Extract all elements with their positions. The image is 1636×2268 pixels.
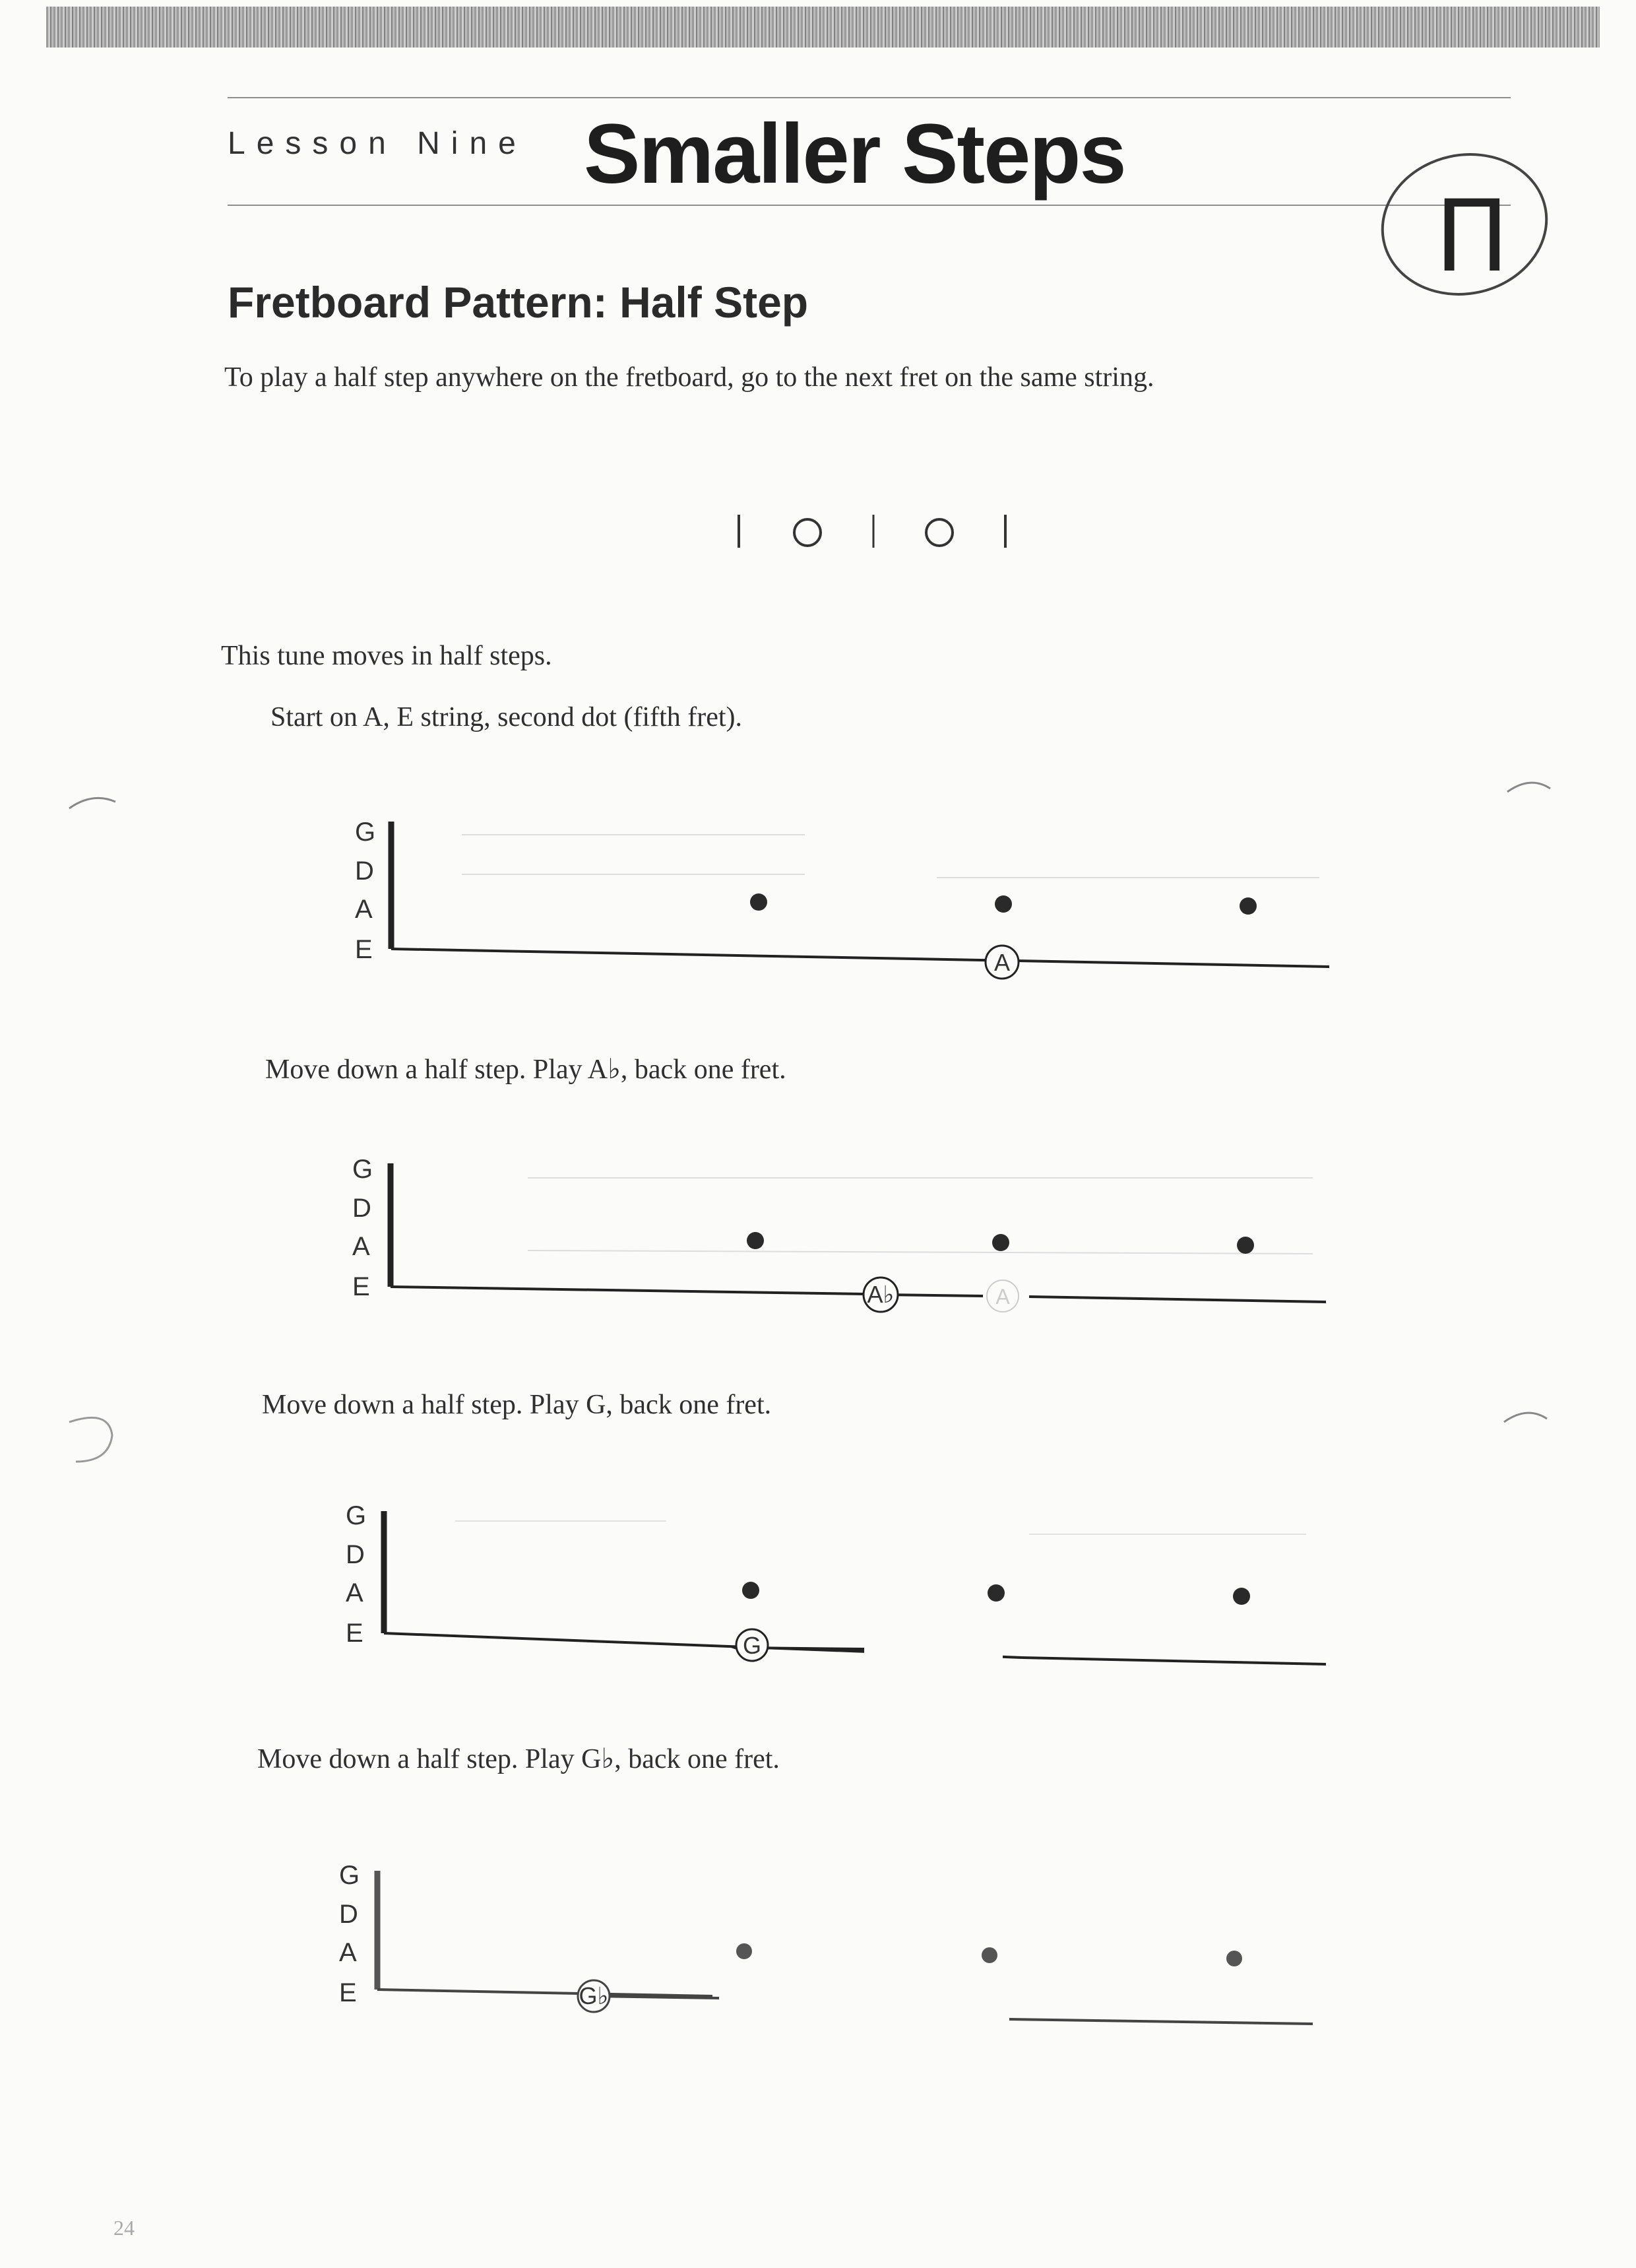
string-label: G	[346, 1501, 367, 1530]
margin-mark-right-2	[1501, 1406, 1554, 1432]
start-text: Start on A, E string, second dot (fifth fret).	[270, 702, 743, 732]
margin-mark-left-1	[66, 789, 119, 815]
string-label: A	[355, 895, 373, 924]
string-label: D	[352, 1194, 371, 1223]
fretboard-diagram-1	[343, 812, 1333, 1003]
half-step-pattern	[726, 508, 1029, 561]
step1-text: Move down a half step. Play A♭, back one fret.	[265, 1054, 786, 1085]
string-label: A	[339, 1938, 357, 1967]
handwritten-mark-text: Π	[1435, 179, 1509, 294]
handwritten-mark	[1372, 142, 1563, 313]
header-rule-bottom	[228, 205, 1511, 206]
string-label: A	[346, 1578, 363, 1607]
note-label-g: G	[742, 1632, 762, 1659]
step3-text: Move down a half step. Play G♭, back one fret.	[257, 1744, 780, 1774]
string-label: D	[339, 1900, 358, 1929]
note-label-gb: G♭	[579, 1982, 609, 2009]
margin-mark-right-1	[1504, 775, 1557, 802]
fretboard-diagram-2	[343, 1151, 1333, 1343]
section-heading: Fretboard Pattern: Half Step	[228, 278, 809, 327]
intro-text: To play a half step anywhere on the fretboard, go to the next fret on the same string.	[224, 362, 1154, 393]
string-label: D	[355, 857, 374, 886]
string-label: D	[346, 1540, 365, 1569]
string-label: G	[355, 818, 376, 847]
string-label: E	[355, 935, 373, 964]
note-label-ab: A♭	[867, 1281, 895, 1308]
fretboard-diagram-3	[336, 1498, 1326, 1689]
string-label: G	[339, 1861, 360, 1890]
note-label-a: A	[993, 949, 1011, 976]
tune-intro-text: This tune moves in half steps.	[221, 641, 552, 671]
string-label: E	[339, 1978, 357, 2007]
scan-border	[46, 7, 1600, 48]
string-label: A	[352, 1232, 370, 1261]
string-label: E	[346, 1619, 363, 1648]
string-label: E	[352, 1272, 370, 1301]
header-rule-top	[228, 97, 1511, 98]
lesson-title: Smaller Steps	[584, 107, 1125, 201]
fretboard-diagram-4	[330, 1858, 1319, 2049]
step2-text: Move down a half step. Play G, back one fret.	[262, 1390, 772, 1420]
lesson-label: Lesson Nine	[228, 126, 527, 161]
page-number: 24	[113, 2216, 135, 2240]
margin-mark-left-2	[56, 1409, 122, 1468]
string-label: G	[352, 1155, 373, 1184]
ghost-note-label: A	[995, 1285, 1010, 1309]
